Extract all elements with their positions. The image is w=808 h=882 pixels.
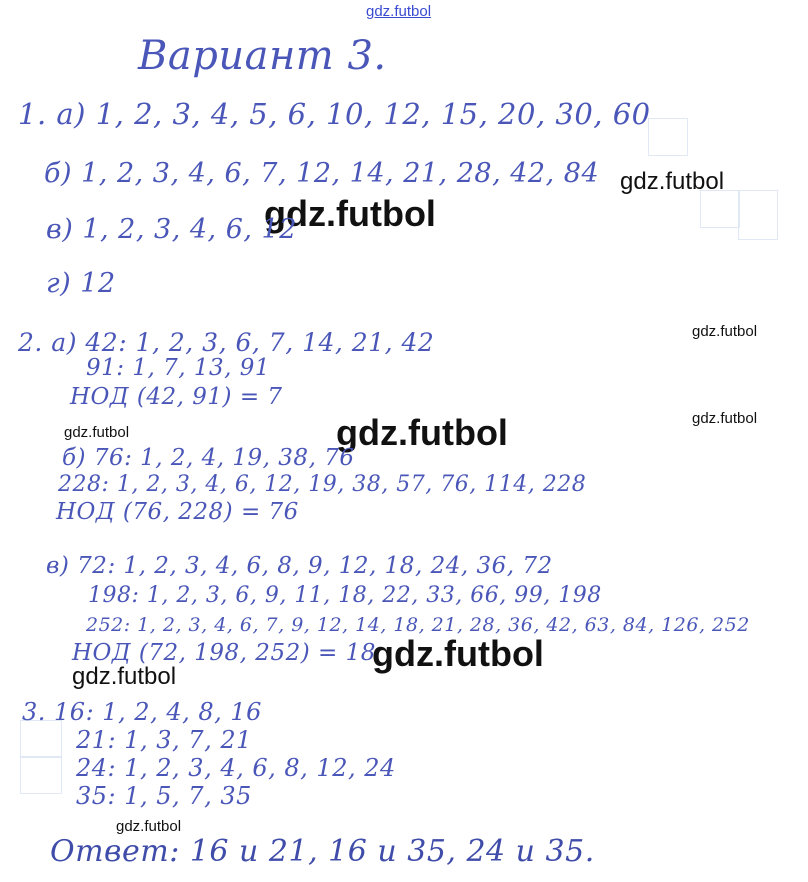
task2-part-v-line: 252: 1, 2, 3, 4, 6, 7, 9, 12, 14, 18, 21, 28, 36, 42, 63, 84, 126, 252 bbox=[86, 614, 750, 636]
task2-part-a-line: 2. а) 42: 1, 2, 3, 6, 7, 14, 21, 42 bbox=[18, 328, 435, 357]
watermark-bottom: gdz.futbol bbox=[116, 818, 182, 835]
task2-part-b-gcd: НОД (76, 228) = 76 bbox=[56, 499, 299, 525]
answer-line: Ответ: 16 и 21, 16 и 35, 24 и 35. bbox=[50, 834, 595, 869]
task3-line: 24: 1, 2, 3, 4, 6, 8, 12, 24 bbox=[76, 754, 396, 782]
watermark-left: gdz.futbol bbox=[72, 663, 177, 690]
task2-part-b-line: б) 76: 1, 2, 4, 19, 38, 76 bbox=[62, 445, 355, 471]
grid-fragment bbox=[738, 190, 778, 240]
task3-line: 21: 1, 3, 7, 21 bbox=[76, 726, 252, 754]
task1-part-v: в) 1, 2, 3, 4, 6, 12 bbox=[46, 214, 297, 245]
watermark-center: gdz.futbol bbox=[336, 412, 508, 453]
watermark-center: gdz.futbol bbox=[264, 193, 436, 234]
task2-part-v-line: в) 72: 1, 2, 3, 4, 6, 8, 9, 12, 18, 24, 36, 72 bbox=[46, 553, 553, 579]
task2-part-b-line: 228: 1, 2, 3, 4, 6, 12, 19, 38, 57, 76, 114, 228 bbox=[58, 472, 587, 497]
grid-fragment bbox=[20, 756, 62, 794]
watermark-left-small: gdz.futbol bbox=[64, 424, 130, 441]
task3-line: 35: 1, 5, 7, 35 bbox=[76, 782, 252, 810]
grid-fragment bbox=[648, 118, 688, 156]
task1-part-a: 1. а) 1, 2, 3, 4, 5, 6, 10, 12, 15, 20, 30, 60 bbox=[18, 97, 651, 131]
task3-line: 3. 16: 1, 2, 4, 8, 16 bbox=[22, 698, 262, 726]
task2-part-v-line: 198: 1, 2, 3, 6, 9, 11, 18, 22, 33, 66, 99, 198 bbox=[88, 583, 602, 608]
task2-part-a-line: 91: 1, 7, 13, 91 bbox=[86, 355, 270, 381]
task2-part-v-gcd: НОД (72, 198, 252) = 18 bbox=[72, 640, 376, 666]
task1-part-b: б) 1, 2, 3, 4, 6, 7, 12, 14, 21, 28, 42, 84 bbox=[44, 158, 600, 189]
task2-part-a-gcd: НОД (42, 91) = 7 bbox=[70, 384, 283, 410]
watermark-center: gdz.futbol bbox=[372, 633, 544, 674]
task1-part-g: г) 12 bbox=[46, 268, 116, 299]
watermark-top: gdz.futbol bbox=[366, 3, 432, 20]
variant-heading: Вариант 3. bbox=[138, 33, 387, 79]
watermark-right-small: gdz.futbol bbox=[692, 323, 758, 340]
grid-fragment bbox=[700, 190, 740, 228]
watermark-right-small: gdz.futbol bbox=[692, 410, 758, 427]
watermark-right: gdz.futbol bbox=[620, 168, 725, 195]
